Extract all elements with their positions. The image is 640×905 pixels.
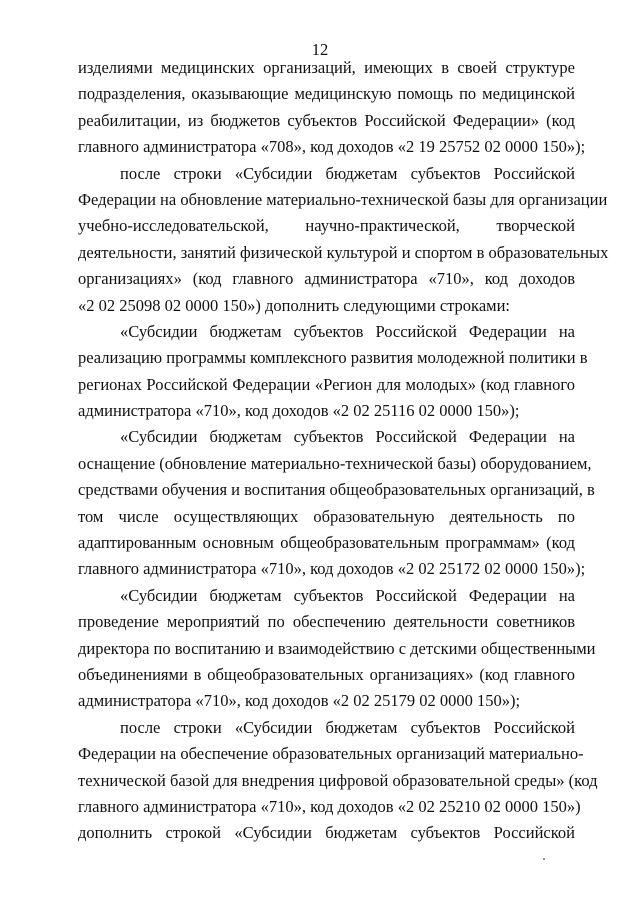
- text-line: Федерации на обновление материально-технической базы для организации: [78, 189, 608, 209]
- text-line: адаптированным основным общеобразовательным программам» (код: [78, 533, 575, 553]
- text-line: технической базой для внедрения цифровой образовательной среды» (код: [78, 770, 598, 790]
- text-line: дополнить строкой «Субсидии бюджетам субъектов Российской: [78, 823, 575, 843]
- text-line: реализацию программы комплексного развития молодежной политики в: [78, 348, 588, 368]
- text-line: «2 02 25098 02 0000 150») дополнить следующими строками:: [78, 295, 511, 315]
- text-line: главного администратора «710», код доходов «2 02 25210 02 0000 150»): [78, 796, 581, 816]
- text-line: администратора «710», код доходов «2 02 25116 02 0000 150»);: [78, 401, 520, 421]
- page-number: 12: [311, 40, 329, 59]
- text-line: «Субсидии бюджетам субъектов Российской Федерации на: [120, 585, 575, 605]
- scan-artifact: [543, 858, 545, 860]
- text-line: директора по воспитанию и взаимодействию с детскими общественными: [78, 638, 596, 658]
- text-line: подразделения, оказывающие медицинскую помощь по медицинской: [78, 84, 575, 104]
- text-line: деятельности, занятий физической культурой и спортом в образовательных: [78, 242, 609, 262]
- text-line: Федерации на обеспечение образовательных организаций материально-: [78, 744, 584, 764]
- text-line: том числе осуществляющих образовательную деятельность по: [78, 506, 575, 526]
- text-line: «Субсидии бюджетам субъектов Российской Федерации на: [120, 427, 575, 447]
- text-line: после строки «Субсидии бюджетам субъектов Российской: [120, 163, 575, 183]
- text-line: организациях» (код главного администратора «710», код доходов: [78, 269, 575, 289]
- text-line: объединениями в общеобразовательных организациях» (код главного: [78, 664, 575, 684]
- text-line: оснащение (обновление материально-технической базы) оборудованием,: [78, 453, 592, 473]
- text-line: главного администратора «710», код доходов «2 02 25172 02 0000 150»);: [78, 559, 586, 579]
- text-line: учебно-исследовательской, научно-практической, творческой: [78, 216, 575, 236]
- text-line: реабилитации, из бюджетов субъектов Российской Федерации» (код: [78, 110, 575, 130]
- text-line: главного администратора «708», код доходов «2 19 25752 02 0000 150»);: [78, 137, 586, 157]
- text-line: «Субсидии бюджетам субъектов Российской Федерации на: [120, 321, 575, 341]
- text-line: администратора «710», код доходов «2 02 25179 02 0000 150»);: [78, 691, 521, 711]
- text-line: изделиями медицинских организаций, имеющих в своей структуре: [78, 58, 575, 77]
- text-line: после строки «Субсидии бюджетам субъектов Российской: [120, 717, 575, 737]
- text-line: средствами обучения и воспитания общеобразовательных организаций, в: [78, 480, 595, 500]
- text-line: регионах Российской Федерации «Регион для молодых» (код главного: [78, 374, 575, 394]
- document-body: [78, 55, 609, 847]
- text-line: проведение мероприятий по обеспечению деятельности советников: [78, 612, 575, 632]
